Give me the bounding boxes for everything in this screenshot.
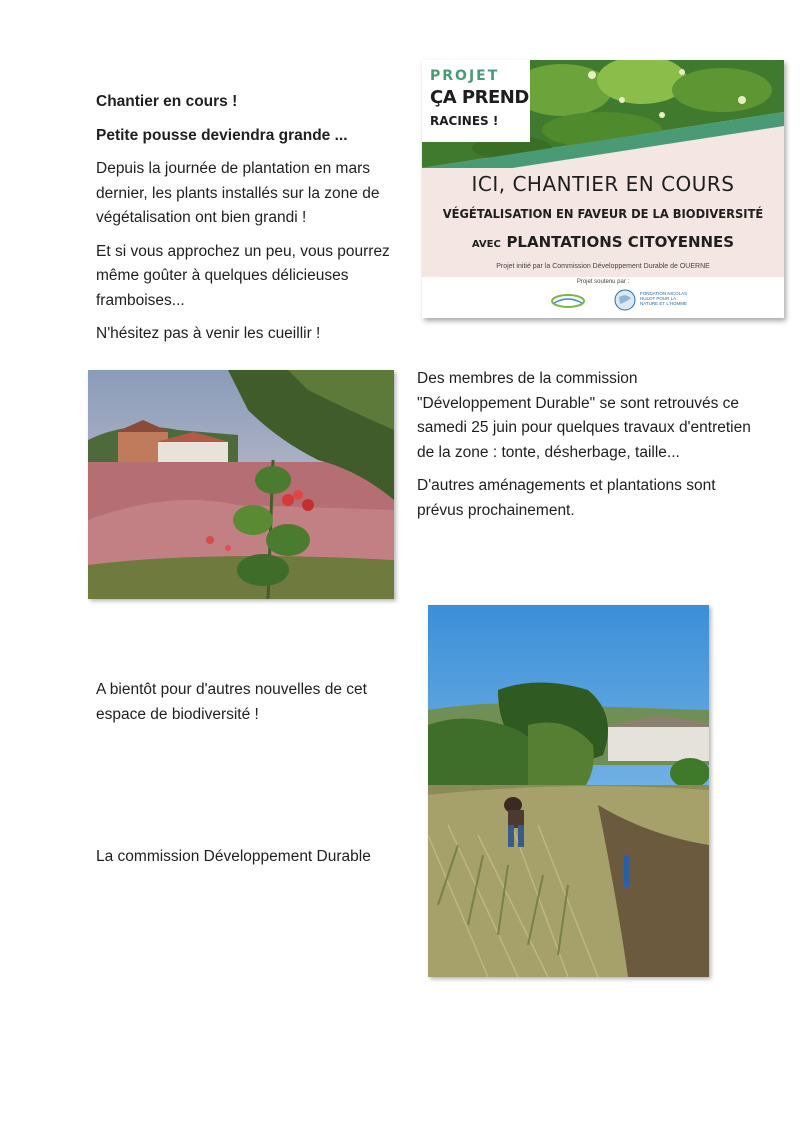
maintenance-photo xyxy=(428,605,709,977)
intro-paragraph-1: Depuis la journée de plantation en mars dernier, les plants installés sur la zone de végétalisation ont bien grandi ! xyxy=(96,160,380,226)
middle-paragraph-1: Des membres de la commission "Développement Durable" se sont retrouvés ce samedi 25 juin pour quelques travaux d'entretien de la zone : tonte, désherbage, taille... xyxy=(417,370,751,461)
intro-paragraph-3: N'hésitez pas à venir les cueillir ! xyxy=(96,325,321,342)
heading-petite-pousse: Petite pousse deviendra grande ... xyxy=(96,126,348,144)
poster-subtitle-1: VÉGÉTALISATION EN FAVEUR DE LA BIODIVERSITÉ xyxy=(442,206,764,221)
badge-projet: PROJET xyxy=(430,68,500,84)
poster-subtitle-2 xyxy=(422,232,784,251)
poster-headline: ICI, CHANTIER EN COURS xyxy=(471,172,735,196)
ouerne-logo-icon xyxy=(550,291,586,309)
closing-paragraph: A bientôt pour d'autres nouvelles de cet espace de biodiversité ! xyxy=(96,681,367,723)
heading-chantier: Chantier en cours ! xyxy=(96,93,238,110)
fnh-globe-icon xyxy=(614,289,636,311)
intro-text-block xyxy=(96,90,408,356)
poster-initiated-by: Projet initié par la Commission Développement Durable de OUERNE xyxy=(496,263,710,270)
poster-footer xyxy=(422,277,784,318)
poster-subtitle-2-prefix: AVEC xyxy=(471,239,501,250)
raspberry-photo xyxy=(88,370,394,599)
badge-racines: RACINES ! xyxy=(430,114,499,128)
project-poster xyxy=(422,60,784,318)
middle-text-block xyxy=(417,367,753,532)
poster-subtitle-2-main: PLANTATIONS CITOYENNES xyxy=(506,233,735,251)
maintenance-photo-image xyxy=(428,605,709,977)
signature: La commission Développement Durable xyxy=(96,848,371,865)
signature-block xyxy=(96,845,412,879)
middle-paragraph-2: D'autres aménagements et plantations sont prévus prochainement. xyxy=(417,477,716,519)
closing-text-block xyxy=(96,678,412,736)
poster-supported-by: Projet soutenu par : xyxy=(576,279,630,285)
poster-badge xyxy=(422,60,530,142)
intro-paragraph-2: Et si vous approchez un peu, vous pourrez même goûter à quelques délicieuses framboises... xyxy=(96,242,390,309)
raspberry-photo-image xyxy=(88,370,394,599)
badge-ca-prend: ÇA PREND xyxy=(430,87,529,108)
fnh-logo-text: FONDATION NICOLAS HULOT POUR LA NATURE ET L'HOMME xyxy=(640,291,688,306)
